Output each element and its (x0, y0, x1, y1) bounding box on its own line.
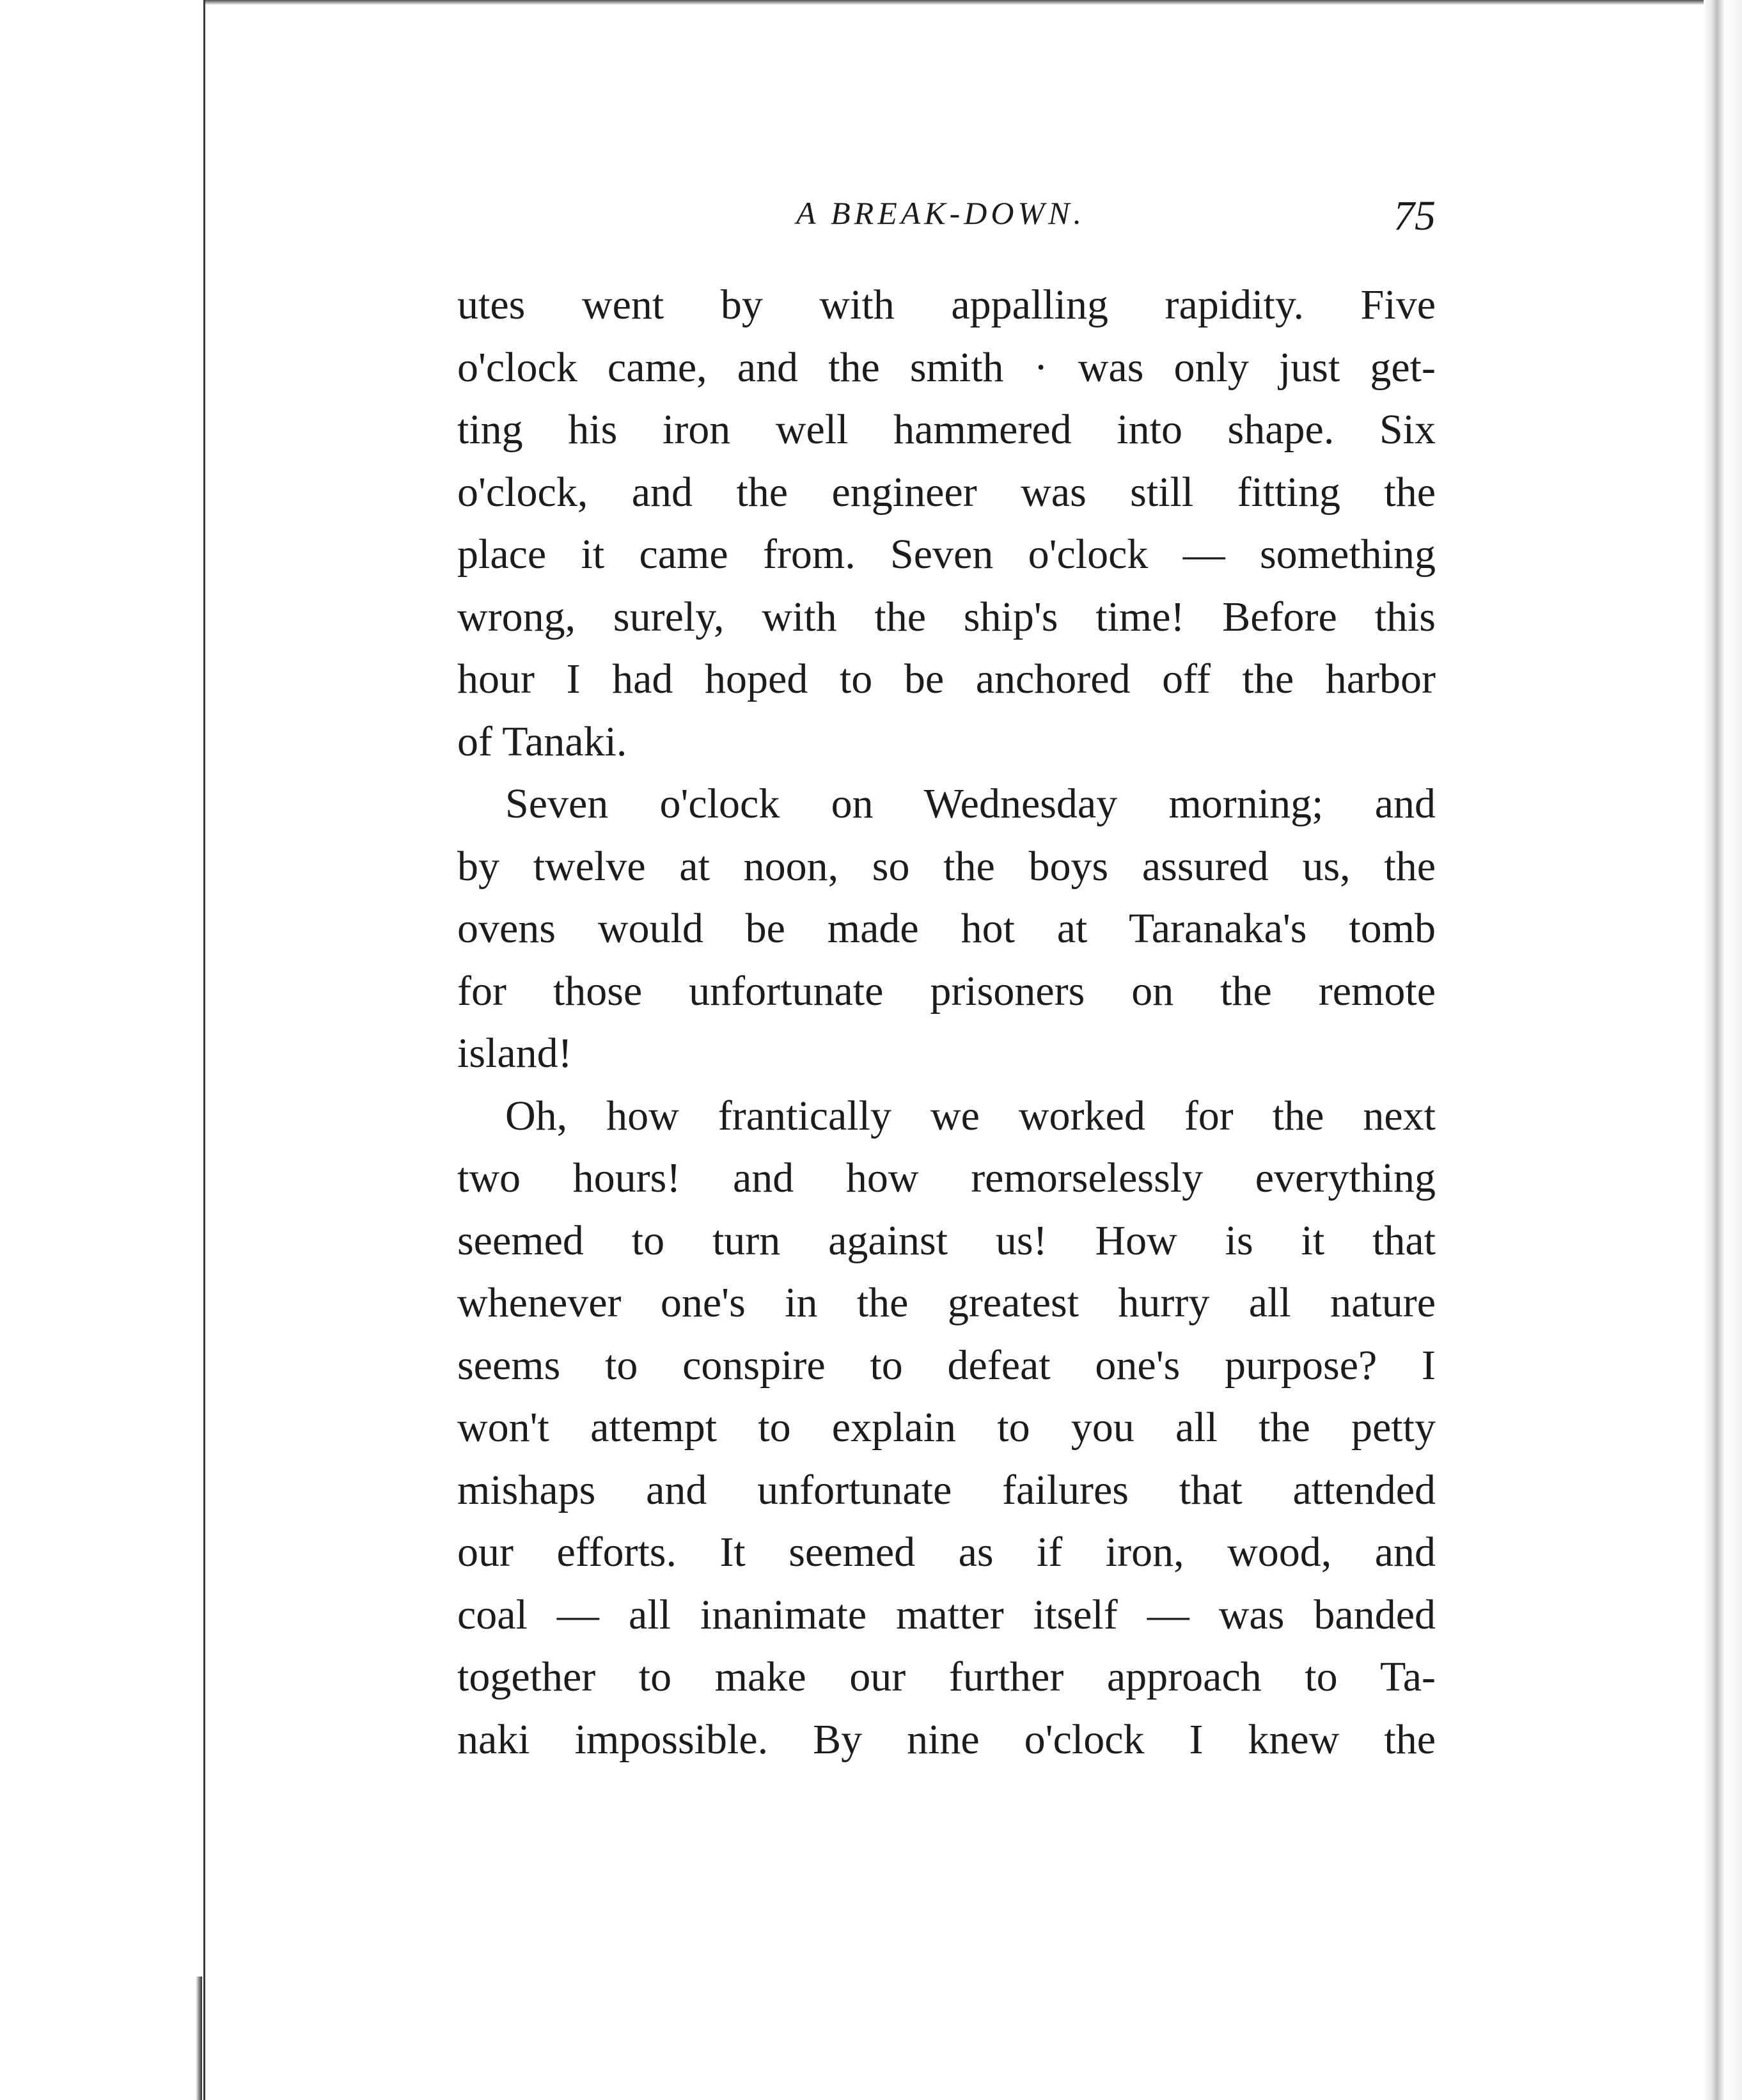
page-gutter-edge (203, 0, 205, 2100)
text-line: seemed to turn against us! How is it that (457, 1217, 1436, 1264)
paragraph-start-line: Oh, how frantically we worked for the next (505, 1092, 1436, 1139)
text-line: of Tanaki. (457, 718, 627, 765)
text-line: utes went by with appalling rapidity. Five (457, 281, 1436, 328)
text-line: wrong, surely, with the ship's time! Before this (457, 593, 1436, 640)
text-line: mishaps and unfortunate failures that attended (457, 1466, 1436, 1513)
page-number: 75 (1393, 193, 1436, 239)
text-line: for those unfortunate prisoners on the remote (457, 967, 1436, 1014)
body-text (457, 274, 1436, 1771)
text-line: together to make our further approach to Ta- (457, 1654, 1436, 1700)
text-line: o'clock, and the engineer was still fitting the (457, 468, 1436, 516)
text-line: o'clock came, and the smith · was only just get- (457, 343, 1436, 391)
page-right-edge (1704, 0, 1742, 2100)
text-line: naki impossible. By nine o'clock I knew the (457, 1716, 1436, 1763)
text-line: island! (457, 1030, 572, 1077)
text-line: ting his iron well hammered into shape. Six (457, 406, 1436, 453)
paragraph-start-line: Seven o'clock on Wednesday morning; and (505, 780, 1436, 827)
text-line: by twelve at noon, so the boys assured us, the (457, 842, 1436, 890)
running-header (457, 192, 1436, 243)
page-top-edge (205, 0, 1708, 5)
running-title: A BREAK-DOWN. (796, 195, 1086, 231)
text-line: two hours! and how remorselessly everything (457, 1155, 1436, 1201)
text-line: place it came from. Seven o'clock — something (457, 531, 1436, 578)
text-line: won't attempt to explain to you all the petty (457, 1404, 1436, 1451)
text-line: ovens would be made hot at Taranaka's tomb (457, 905, 1436, 952)
page-gutter-shadow (196, 1977, 202, 2100)
text-line: coal — all inanimate matter itself — was banded (457, 1591, 1436, 1638)
text-line: hour I had hoped to be anchored off the harbor (457, 656, 1436, 702)
text-line: our efforts. It seemed as if iron, wood, and (457, 1529, 1436, 1575)
text-line: seems to conspire to defeat one's purpose? I (457, 1341, 1436, 1389)
text-line: whenever one's in the greatest hurry all nature (457, 1279, 1436, 1326)
